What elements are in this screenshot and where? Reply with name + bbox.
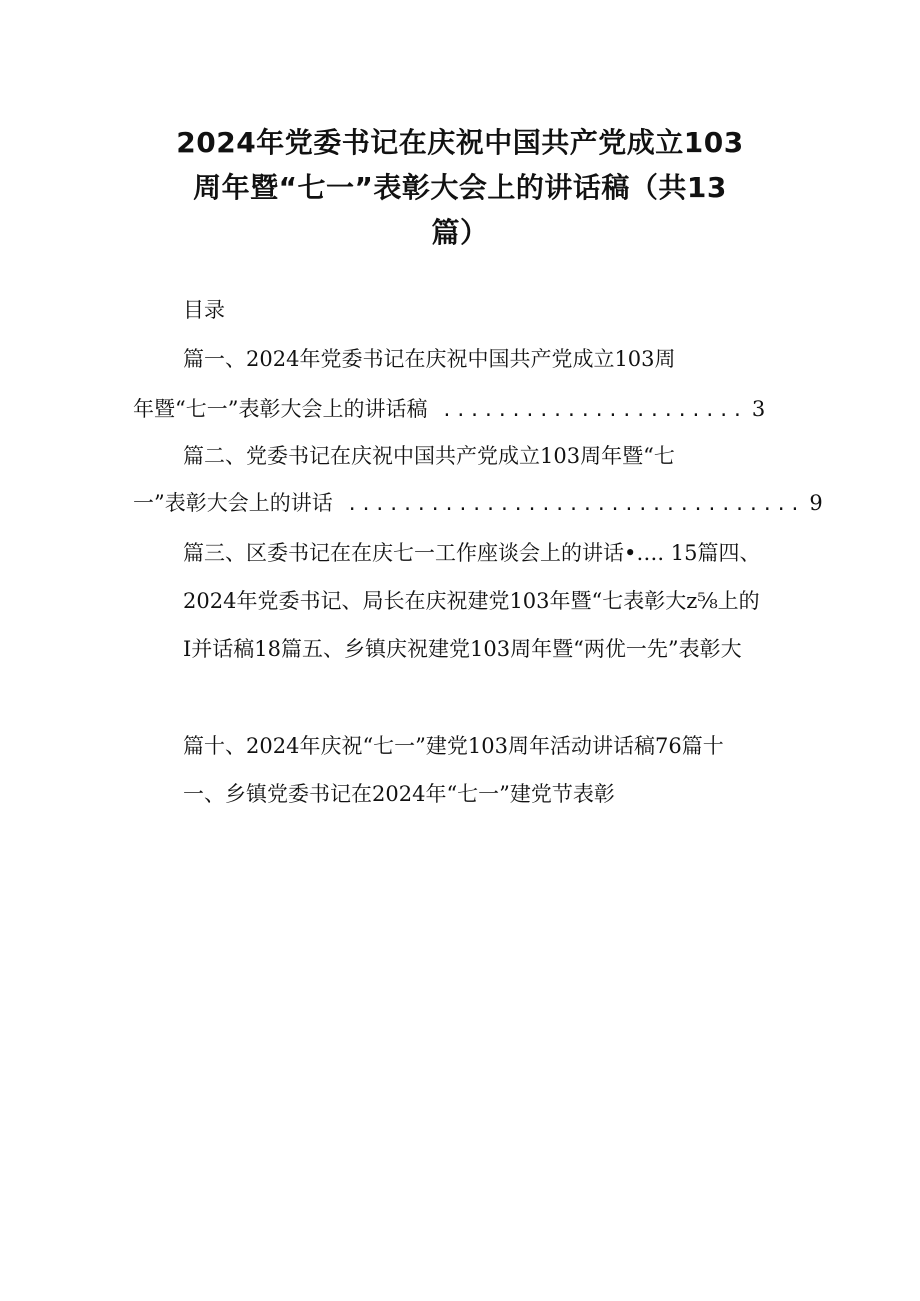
toc-paragraph-line-3: I并话稿18篇五、乡镇庆祝建党103周年暨“两优一先”表彰大: [183, 637, 742, 661]
title-line-1: 2024年党委书记在庆祝中国共产党成立103: [176, 126, 744, 159]
toc-paragraph-line-1: 篇三、区委书记在在庆七一工作座谈会上的讲话•…. 15篇四、: [183, 541, 761, 565]
toc-entry-1-leader: ......................: [441, 400, 746, 421]
toc-heading: 目录: [183, 298, 225, 322]
toc-paragraph2-line-1: 篇十、2024年庆祝“七一”建党103周年活动讲话稿76篇十: [183, 734, 724, 758]
toc-entry-2-page-number: 9: [809, 491, 823, 515]
toc-entry-1-title-end: 年暨“七一”表彰大会上的讲话稿: [133, 397, 428, 421]
toc-entry-1-line-2: [133, 393, 766, 423]
toc-entry-1-line-1: 篇一、2024年党委书记在庆祝中国共产党成立103周: [183, 347, 676, 371]
toc-entry-2-leader: .................................: [346, 494, 804, 515]
document-title: [130, 120, 790, 255]
toc-entry-2-title-end: 一”表彰大会上的讲话: [133, 491, 333, 515]
toc-entry-2-line-1: 篇二、党委书记在庆祝中国共产党成立103周年暨“七: [183, 444, 675, 468]
toc-entry-2-line-2: [133, 487, 823, 517]
toc-entry-1-page-number: 3: [751, 397, 766, 421]
toc-paragraph2-line-2: 一、乡镇党委书记在2024年“七一”建党节表彰: [183, 782, 615, 806]
title-line-3: 篇）: [431, 216, 489, 249]
title-line-2: 周年暨“七一”表彰大会上的讲话稿（共13: [193, 171, 727, 204]
toc-paragraph-line-2: 2024年党委书记、局长在庆祝建党103年暨“七表彰大z⅝上的: [183, 589, 760, 613]
